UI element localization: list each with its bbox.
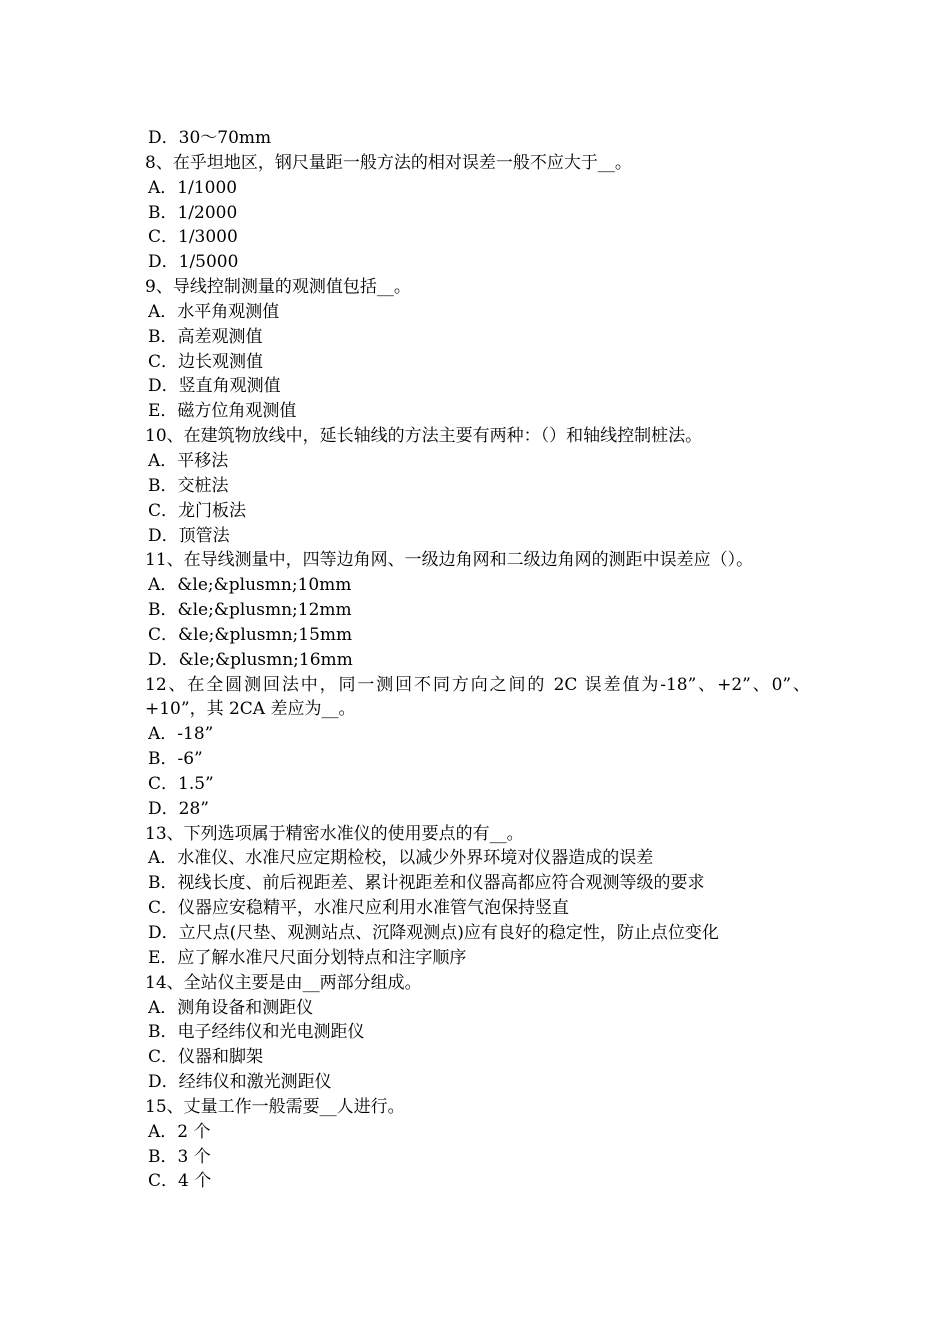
option-e-q9: E．磁方位角观测值 bbox=[148, 401, 297, 422]
option-a-q11: A．&le;&plusmn;10mm bbox=[148, 575, 352, 596]
option-b-q8: B．1/2000 bbox=[148, 202, 238, 223]
option-b-q10: B．交桩法 bbox=[148, 475, 229, 496]
option-c-q12: C．1.5” bbox=[148, 773, 214, 794]
question-10: 10、在建筑物放线中，延长轴线的方法主要有两种：（）和轴线控制桩法。 bbox=[145, 426, 703, 447]
option-a-q8: A．1/1000 bbox=[148, 177, 238, 198]
option-d-q7: D．30～70mm bbox=[148, 128, 272, 148]
option-c-q8: C．1/3000 bbox=[148, 227, 238, 248]
option-d-q8: D．1/5000 bbox=[148, 252, 239, 273]
option-d-q9: D．竖直角观测值 bbox=[148, 376, 281, 397]
option-d-q13: D．立尺点(尺垫、观测站点、沉降观测点)应有良好的稳定性，防止点位变化 bbox=[148, 923, 719, 943]
option-a-q13: A．水准仪、水准尺应定期检校，以减少外界环境对仪器造成的误差 bbox=[148, 848, 654, 869]
question-8: 8、在乎坦地区，钢尺量距一般方法的相对误差一般不应大于__。 bbox=[145, 152, 632, 173]
question-list bbox=[145, 126, 810, 1194]
option-e-q13: E．应了解水准尺尺面分划特点和注字顺序 bbox=[148, 947, 467, 968]
option-c-q10: C．龙门板法 bbox=[148, 500, 247, 521]
question-13: 13、下列选项属于精密水准仪的使用要点的有__。 bbox=[145, 823, 524, 844]
question-14: 14、全站仪主要是由__两部分组成。 bbox=[145, 972, 422, 993]
option-c-q13: C．仪器应安稳精平，水准尺应利用水准管气泡保持竖直 bbox=[148, 898, 570, 919]
option-a-q9: A．水平角观测值 bbox=[148, 301, 280, 322]
option-c-q9: C．边长观测值 bbox=[148, 351, 264, 372]
option-b-q14: B．电子经纬仪和光电测距仪 bbox=[148, 1022, 365, 1043]
question-12: 12、在全圆测回法中，同一测回不同方向之间的 2C 误差值为-18”、+2”、0”、+10”，其 2CA 差应为__。 bbox=[145, 674, 810, 720]
option-d-q11: D．&le;&plusmn;16mm bbox=[148, 649, 353, 670]
option-b-q13: B．视线长度、前后视距差、累计视距差和仪器高都应符合观测等级的要求 bbox=[148, 873, 705, 894]
option-d-q14: D．经纬仪和激光测距仪 bbox=[148, 1072, 332, 1093]
question-15: 15、丈量工作一般需要__人进行。 bbox=[145, 1096, 405, 1117]
option-a-q15: A．2 个 bbox=[148, 1121, 211, 1142]
question-11: 11、在导线测量中，四等边角网、一级边角网和二级边角网的测距中误差应（）。 bbox=[145, 550, 754, 571]
option-b-q11: B．&le;&plusmn;12mm bbox=[148, 600, 352, 621]
question-9: 9、导线控制测量的观测值包括__。 bbox=[145, 277, 411, 298]
option-a-q10: A．平移法 bbox=[148, 450, 229, 471]
option-b-q15: B．3 个 bbox=[148, 1146, 211, 1167]
option-a-q14: A．测角设备和测距仪 bbox=[148, 997, 314, 1018]
option-b-q9: B．高差观测值 bbox=[148, 326, 263, 347]
option-c-q14: C．仪器和脚架 bbox=[148, 1047, 264, 1068]
option-c-q11: C．&le;&plusmn;15mm bbox=[148, 624, 353, 645]
option-c-q15: C．4 个 bbox=[148, 1171, 212, 1192]
option-d-q10: D．顶管法 bbox=[148, 525, 230, 546]
option-b-q12: B．-6” bbox=[148, 749, 203, 770]
option-d-q12: D．28” bbox=[148, 798, 209, 819]
option-a-q12: A．-18” bbox=[148, 724, 214, 745]
